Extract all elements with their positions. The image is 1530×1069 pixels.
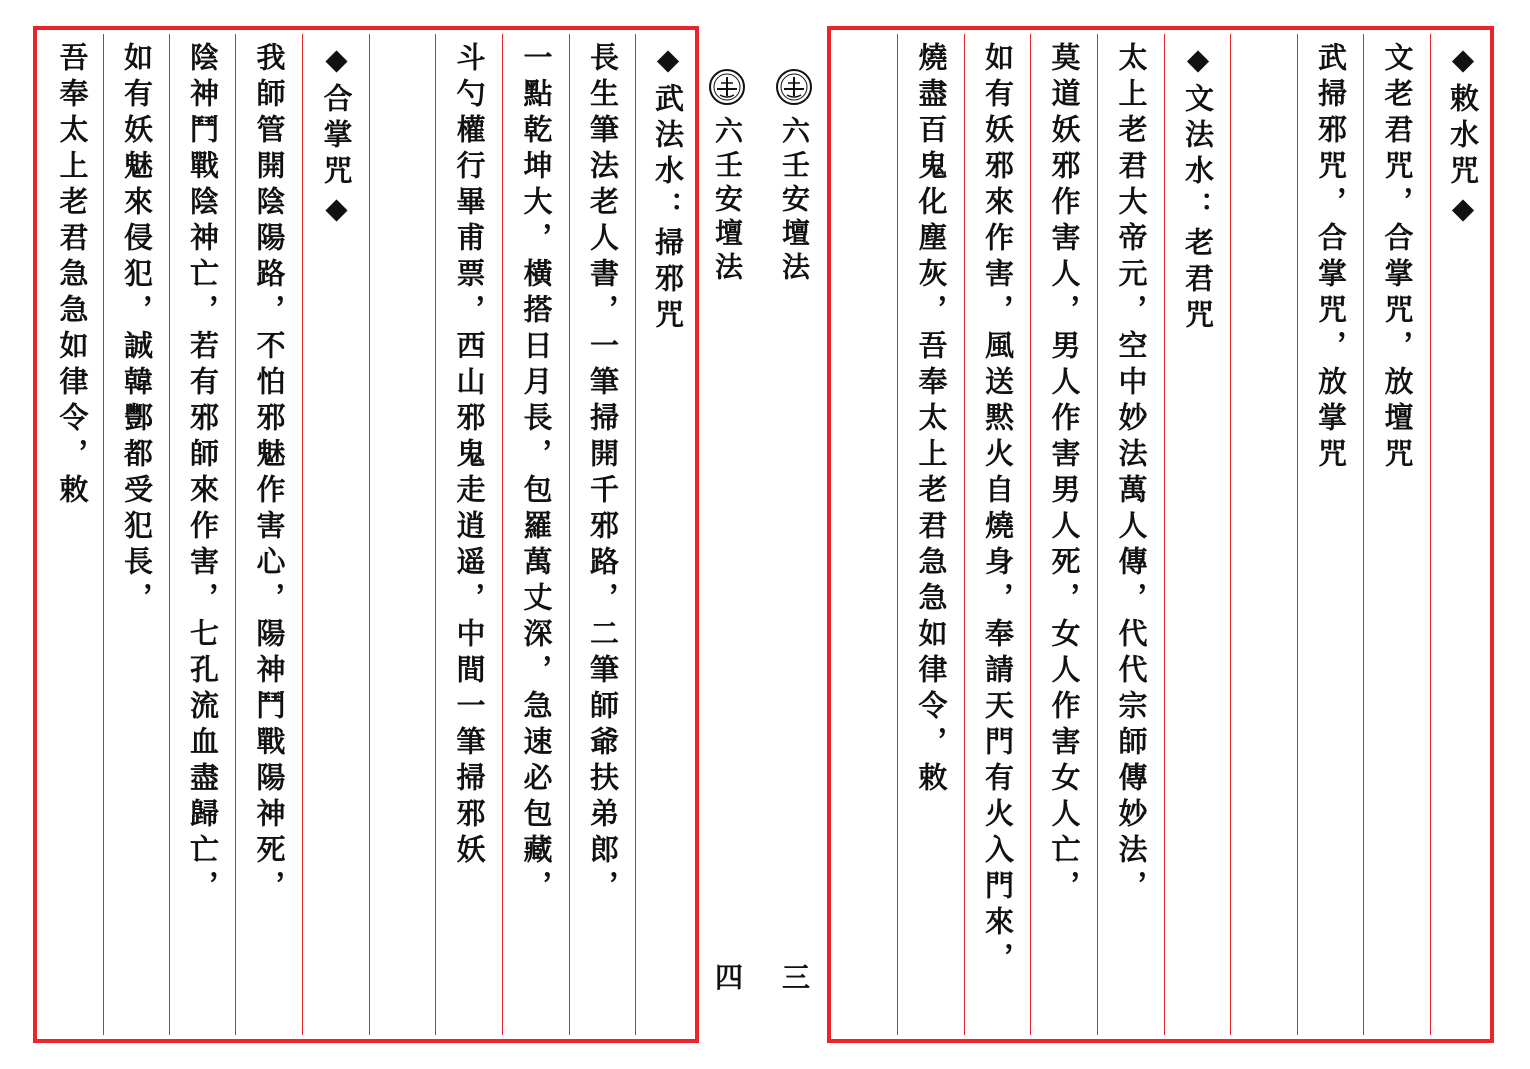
verse-line: 武掃邪咒，合掌咒，放掌咒 — [1314, 42, 1348, 474]
section-heading: ◆合掌咒◆ — [319, 42, 354, 232]
left-col-4 — [235, 34, 302, 1035]
right-col-10 — [1430, 34, 1494, 1035]
verse-line: 長生筆法老人書，一筆掃開千邪路，二筆師爺扶弟郎， — [586, 42, 620, 906]
left-col-10 — [635, 34, 699, 1035]
right-col-7 — [1230, 34, 1297, 1035]
verse-line: 如有妖魅來侵犯，誠韓酆都受犯長， — [120, 42, 154, 618]
right-col-5 — [1097, 34, 1164, 1035]
seal-icon — [775, 68, 813, 106]
verse-line: 陰神鬥戰陰神亡，若有邪師來作害，七孔流血盡歸亡， — [186, 42, 220, 906]
seal-icon — [708, 68, 746, 106]
verse-line: 文老君咒，合掌咒，放壇咒 — [1380, 42, 1415, 474]
section-heading: ◆武法水：掃邪咒 — [651, 42, 685, 335]
right-page-frame — [827, 26, 1494, 1043]
verse-line: 我師管開陰陽路，不怕邪魅作害心，陽神鬥戰陽神死， — [252, 42, 287, 906]
verse-line: 如有妖邪來作害，風送黙火自燒身，奉請天門有火入門來， — [981, 42, 1015, 978]
section-heading: ◆敕水咒◆ — [1446, 42, 1480, 232]
running-title-right: 六壬安壇法 — [778, 116, 811, 286]
left-col-7 — [435, 34, 502, 1035]
right-col-1 — [835, 34, 897, 1035]
right-col-3 — [964, 34, 1030, 1035]
right-col-9 — [1363, 34, 1430, 1035]
left-page-frame — [33, 26, 699, 1043]
left-col-6 — [369, 34, 435, 1035]
verse-line: 吾奉太上老君急急如律令，敕 — [55, 42, 90, 510]
verse-line: 燒盡百鬼化塵灰，吾奉太上老君急急如律令，敕 — [914, 42, 949, 798]
right-col-6 — [1164, 34, 1230, 1035]
left-col-9 — [569, 34, 635, 1035]
left-col-1 — [41, 34, 103, 1035]
verse-line: 斗勺權行畢甫票，西山邪鬼走逍遥，中間一筆掃邪妖 — [452, 42, 487, 870]
right-col-8 — [1297, 34, 1363, 1035]
page-number-left: 四 — [714, 961, 743, 994]
left-col-2 — [103, 34, 169, 1035]
verse-line: 太上老君大帝元，空中妙法萬人傳，代代宗師傳妙法， — [1114, 42, 1149, 906]
left-col-3 — [169, 34, 235, 1035]
left-col-8 — [502, 34, 569, 1035]
page-number-right: 三 — [781, 961, 810, 994]
running-title-left: 六壬安壇法 — [711, 116, 744, 286]
left-col-5 — [302, 34, 369, 1035]
right-col-2 — [897, 34, 964, 1035]
verse-line: 莫道妖邪作害人，男人作害男人死，女人作害女人亡， — [1047, 42, 1082, 906]
section-heading: ◆文法水：老君咒 — [1181, 42, 1215, 335]
right-col-4 — [1030, 34, 1097, 1035]
verse-line: 一點乾坤大，橫搭日月長，包羅萬丈深，急速必包藏， — [519, 42, 554, 906]
